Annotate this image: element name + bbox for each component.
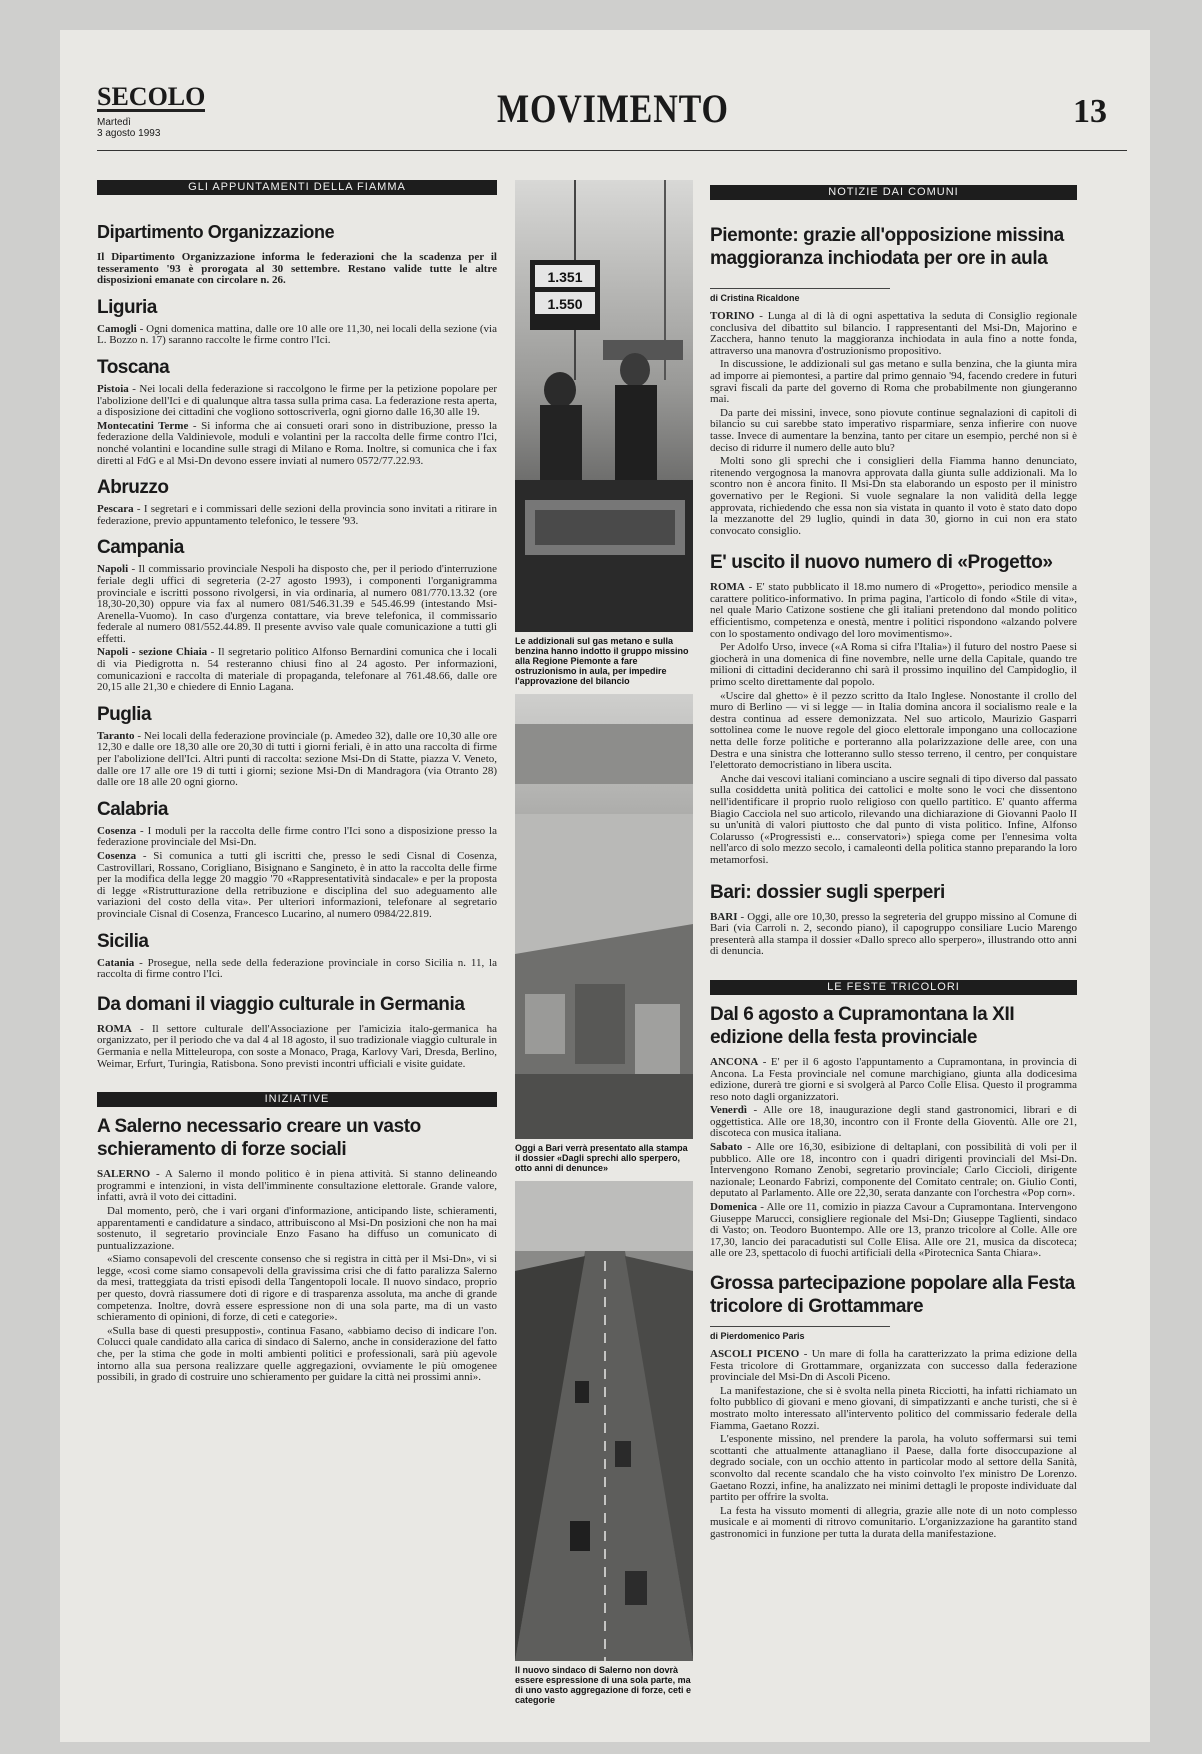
paragraph xyxy=(710,1142,1077,1200)
headline-bari: Bari: dossier sugli sperperi xyxy=(710,881,945,903)
paragraph-text: - Alle ore 18, inaugurazione degli stand gastronomici, librari e di oggettistica. Alle ore 18,30, incontro con il Fronte della Gioventù. Alle ore 21, discoteca con musica italiana. xyxy=(710,1104,1077,1140)
photo-caption-salerno: Il nuovo sindaco di Salerno non dovrà essere espressione di una sola parte, ma di uno vasto aggregazione di forze, ceti e categorie xyxy=(515,1665,692,1705)
headline-germania: Da domani il viaggio culturale in Germania xyxy=(97,993,465,1015)
paragraph-text: - Si comunica a tutti gli iscritti che, presso le sedi Cisnal di Cosenza, Castrovillari, Rossano, Corigliano, Bisignano e Sangineto, è in atto la raccolta delle firme per la modifica della legge 20 maggio '70 «Rappresentatività sindacale» e per la proposta di legge «Ristrutturazione della retribuzione e disciplina del suo adeguamento alle variazioni del costo della vita». Per ulteriori informazioni, telefonare al segretario provinciale Cisnal di Cosenza, Francesco Lucarino, al numero 0984/22.819. xyxy=(97,850,497,920)
paragraph: In discussione, le addizionali sul gas metano e sulla benzina, che la giunta mira ad imporre ai piemontesi, a partire dal primo gennaio '94, facendo credere in futuri sgravi fiscali da parte del governo di Roma che probabilmente non giungeranno mai. xyxy=(710,358,1077,406)
paragraph xyxy=(97,564,497,645)
section-bar-iniziative: INIZIATIVE xyxy=(97,1092,497,1107)
paragraph xyxy=(710,912,1077,958)
headline-salerno: A Salerno necessario creare un vasto schieramento di forze sociali xyxy=(97,1116,421,1161)
paragraph-text: - Si informa che ai consueti orari sono in distribuzione, presso la federazione della Valdinievole, moduli e volantini per la raccolta delle firme contro l'Ici, nonché volantini e locandine sulle stragi di Milano e Roma. Inoltre, si comunica che i fax diretti al FdG e al Msi-Dn devono essere inviati al numero 0572/77.22.93. xyxy=(97,419,497,467)
left-column xyxy=(97,180,497,1386)
paragraph-text: - Oggi, alle ore 10,30, presso la segreteria del gruppo missino al Comune di Bari (via Carroli n. 2, secondo piano), il capogruppo consiliare Lucio Marengo presenterà alla stampa il dossier «Dallo spreco allo sperpero», illustrando otto anni di denuncia. xyxy=(710,910,1077,958)
paragraph-text: - Alle ore 16,30, esibizione di deltaplani, con possibilità di voli per il pubblico. Alle ore 18, incontro con i quadri dirigenti provinciali del Msi-Dn. Intervengono Romano Zenobi, segretario provinciale; Carlo Ciccioli, dirigente nazionale; Leonardo Fabrizi, componente del Comitato centrale; on. Giulio Conti, deputato al Parlamento. Alle ore 22,30, serata danzante con l'orchestra «Pop corn». xyxy=(710,1141,1077,1200)
paragraph: La festa ha vissuto momenti di allegria, grazie alle note di un noto complesso musicale e ai momenti di ritrovo comunitario. L'organizzazione ha garantito stand gastronomici in funzione per tutta la durata della manifestazione. xyxy=(710,1504,1077,1540)
paragraph: Molti sono gli sprechi che i consiglieri della Fiamma hanno denunciato, ritenendo vergognosa la manovra approvata dalla giunta sulle addizionali. Ma lo scontro non è ancora finito. Il Msi-Dn sta elaborando un esposto per il ministro governativo per le Regioni. Si vuole segnalare la non validità della legge approvata, richiedendo che essa non sia vistata in quanto il voto è stato dato dopo la mezzanotte del 29 luglio, quindi in data 30, giorno in cui non era stato convocato consiglio. xyxy=(710,455,1077,537)
place-keyword: ROMA xyxy=(710,581,745,594)
page-number: 13 xyxy=(1073,93,1107,130)
day-keyword: Sabato xyxy=(710,1141,743,1154)
region-heading-puglia: Puglia xyxy=(97,703,152,725)
dateline xyxy=(97,117,160,139)
headline-progetto: E' uscito il nuovo numero di «Progetto» xyxy=(710,552,1053,574)
region-heading-sicilia: Sicilia xyxy=(97,930,149,952)
region-heading-calabria: Calabria xyxy=(97,798,168,820)
salerno-street-photo xyxy=(515,1181,693,1661)
paragraph xyxy=(710,1202,1077,1260)
paragraph xyxy=(710,1105,1077,1140)
photo-petrol-station xyxy=(515,180,693,632)
region-heading-campania: Campania xyxy=(97,537,184,559)
paragraph xyxy=(97,647,497,693)
region-heading-liguria: Liguria xyxy=(97,296,157,318)
place-keyword: Camogli xyxy=(97,322,137,335)
section-bar-notizie: NOTIZIE DAI COMUNI xyxy=(710,185,1077,200)
region-heading-toscana: Toscana xyxy=(97,356,170,378)
paragraph: «Sulla base di questi presupposti», continua Fasano, «abbiamo deciso di indicare l'on. Colucci quale candidato alla carica di sindaco di Salerno, anche in considerazione del fatto che, per la stima che gode in molti ambienti politici e professionali, sarà più agevole intorno alla sua persona realizzare quelle aggregazioni, ovviamente le più omogenee possibili, in grado di costruire uno schieramento per guidare la città nei prossimi anni». xyxy=(97,1324,497,1384)
place-keyword: Cosenza xyxy=(97,850,137,862)
right-column xyxy=(710,185,1077,1543)
paragraph: Dal momento, però, che i vari organi d'informazione, anticipando liste, schieramenti, apparentamenti e candidature a sindaco, attribuiscono al Msi-Dn posizioni che non ha mai sostenuto, il segretario provinciale Enzo Fasano ha diffuso un comunicato di puntualizzazione. xyxy=(97,1204,497,1252)
paragraph: «Uscire dal ghetto» è il pezzo scritto da Italo Inglese. Nonostante il crollo del muro di Berlino — vi si legge — in Italia domina ancora il socialismo reale e la destra continua ad essere demonizzata. Nel suo articolo, Maurizio Gasparri sottolinea come le nuove regole del gioco elettorale impongano una collocazione netta delle forze politiche e porteranno alla polarizzazione delle aree, con una Destra e una sinistra che lotteranno sullo stesso terreno, il centro, per conquistare l'elettorato democristiano in libera uscita. xyxy=(710,689,1077,772)
place-keyword: ANCONA xyxy=(710,1055,759,1068)
byline: di Pierdomenico Paris xyxy=(710,1326,890,1341)
photo-salerno-street xyxy=(515,1181,693,1661)
intro-paragraph: Il Dipartimento Organizzazione informa le federazioni che la scadenza per il tesseramento '93 è prorogata al 30 settembre. Restano valide tutte le altre disposizioni emanate con circolare n. 26. xyxy=(97,251,497,287)
paragraph-text: - Lunga al di là di ogni aspettativa la seduta di Consiglio regionale conclusiva del dibattito sul bilancio. I rappresentanti del Msi-Dn, Majorino e Zacchera, hanno tenuto la maggioranza inchiodata in aula fino a notte fonda, attraverso una manovra d'ostruzionismo propositivo. xyxy=(710,310,1077,357)
place-keyword: Catania xyxy=(97,956,135,969)
place-keyword: Pescara xyxy=(97,503,134,516)
headline-cupramontana: Dal 6 agosto a Cupramontana la XII edizione della festa provinciale xyxy=(710,1003,1015,1048)
paragraph xyxy=(97,421,497,467)
paragraph xyxy=(710,1057,1077,1103)
place-keyword: ROMA xyxy=(97,1022,132,1035)
headline-piemonte: Piemonte: grazie all'opposizione missina maggioranza inchiodata per ore in aula xyxy=(710,225,1064,269)
headline-dipartimento: Dipartimento Organizzazione xyxy=(97,222,335,242)
paragraph-text: - A Salerno il mondo politico è in piena attività. Si stanno delineando programmi e intenzioni, in vista dell'imminente consultazione elettorale. Grande valore, infatti, avrà il voto dei cittadini. xyxy=(97,1168,497,1204)
paragraph xyxy=(97,504,497,527)
paragraph-text: - I segretari e i commissari delle sezioni della provincia sono invitati a ritirare in federazione, previo appuntamento telefonico, le tessere '93. xyxy=(97,503,497,527)
newspaper-page xyxy=(60,30,1150,1742)
paragraph-text: - Nei locali della federazione si raccolgono le firme per la petizione popolare per l'abolizione dell'Ici e di qualunque altra tassa sulla prima casa. La federazione resta aperta, a disposizione dei cittadini che vogliono sottoscriverla, ogni giorno dalle 16,30 alle 19. xyxy=(97,382,497,419)
paragraph xyxy=(97,958,497,981)
section-bar-appuntamenti: GLI APPUNTAMENTI DELLA FIAMMA xyxy=(97,180,497,195)
place-keyword: SALERNO xyxy=(97,1168,151,1181)
paragraph xyxy=(97,851,497,921)
paragraph-text: - Prosegue, nella sede della federazione provinciale in corso Sicilia n. 11, la raccolta di firme contro l'Ici. xyxy=(97,956,497,981)
masthead-rule xyxy=(97,150,1127,151)
paragraph-text: - Un mare di folla ha caratterizzato la prima edizione della Festa tricolore di Grottammare, organizzata con successo dalla federazione provinciale del Msi-Dn di Ascoli Piceno. xyxy=(710,1348,1077,1384)
place-keyword: Montecatini Terme xyxy=(97,419,189,432)
price-sign-1: 1.351 xyxy=(547,269,583,285)
paragraph-text: - I moduli per la raccolta delle firme contro l'Ici sono a disposizione presso la federazione provinciale del Msi-Dn. xyxy=(97,824,497,849)
paragraph-text: - Nei locali della federazione provinciale (p. Amedeo 32), dalle ore 10,30 alle ore 12,30 e dalle ore 18,30 alle ore 20,30 di tutti i giorni feriali, è in atto una raccolta di firme per l'abolizione dell'Ici. Altri punti di raccolta: sezione Msi-Dn di Statte, piazza V. Veneto, dalle ore 17 alle ore 19 di tutti i giorni; sezione Msi-Dn di Mandragora (via Otranto 28) dalle ore 18 alle 20 ogni giorno. xyxy=(97,729,497,789)
paragraph: Da parte dei missini, invece, sono piovute continue segnalazioni di capitoli di bilancio su cui sarebbe stato imperativo risparmiare, senza infierire con nuove tasse. Invece di aumentare la benzina, tanto per citare un esempio, perché non si è deciso di ridurre il numero delle auto blu? xyxy=(710,406,1077,454)
paragraph xyxy=(97,1024,497,1070)
paragraph xyxy=(97,1169,497,1204)
masthead xyxy=(97,55,1127,145)
paragraph: Anche dai vescovi italiani cominciano a uscire segnali di tipo diverso dal passato sulla cosiddetta unità politica dei cattolici e molte sono le voci che dissentono nell'identificare il proprio ruolo religioso con quello partitico. E' quanto afferma Biagio Cacciola nel suo articolo, rilevando una dichiarazione di Giovanni Paolo II su un'unità di valori piuttosto che dal punto di vista politico. Infine, Alfonso Colarusso («Progressisti e... conservatori») spiega come per l'ennesima volta nell'arco di solo mezzo secolo, i camaleonti della politica stanno preparando la loro metamorfosi. xyxy=(710,772,1077,866)
paragraph-text: - Il segretario politico Alfonso Bernardini comunica che i locali di via Piedigrotta n. 54 resteranno chiusi fino al 24 agosto. Per informazioni, comunicazioni e raccolta di materiale di propaganda, telefonare al 761.48.66, dalle ore 20,15 alle 21,30 e chiedere di Ennio Lagana. xyxy=(97,646,497,694)
place-keyword: TORINO xyxy=(710,310,755,322)
paragraph-text: - Alle ore 11, comizio in piazza Cavour a Cupramontana. Intervengono Giuseppe Marucci, consigliere regionale del Msi-Dn; Giuseppe Taglienti, sindaco di Vasto; on. Teodoro Buontempo. Alle ore 13, pranzo tricolore al Colle. Alle ore 17,30, lancio dei paracadutisti sul Colle Elisa. Alle ore 21, musica da discoteca; alle ore 23, spettacolo di fuochi artificiali della «Pirotecnica Santa Chiara». xyxy=(710,1201,1077,1260)
paragraph: Per Adolfo Urso, invece («A Roma si cifra l'Italia») il futuro del nostro Paese si giocherà in una domenica di fine novembre, nelle urne della Capitale, quando tre milioni di cittadini decideranno chi sarà il prossimo inquilino del Campidoglio, il primo scelto direttamente dal popolo. xyxy=(710,641,1077,689)
weekday: Martedì xyxy=(97,117,131,128)
paragraph-text: - E' stato pubblicato il 18.mo numero di «Progetto», periodico mensile a carattere politico-informativo. In prima pagina, l'articolo di fondo «Stile di vita», nel quale Mario Catizone sostiene che gli italiani pretendono dal mondo politico efficientismo, competenza e onestà, mentre i politici rispondono «alzando polvere con lo spostamento ondivago del loro movimentismo». xyxy=(710,581,1077,640)
paragraph xyxy=(710,1349,1077,1384)
place-keyword: ASCOLI PICENO xyxy=(710,1348,800,1360)
place-keyword: Taranto xyxy=(97,729,135,742)
day-keyword: Domenica xyxy=(710,1201,758,1214)
day-keyword: Venerdì xyxy=(710,1104,747,1117)
paragraph: «Siamo consapevoli del crescente consenso che si registra in città per il Msi-Dn», vi si legge, «così come siamo consapevoli della gravissima crisi che di fatto paralizza Salerno da mesi, tratteggiata da tristi episodi della Tangentopoli locale. Il nuovo sindaco, proprio per questo, dovrà riassumere doti di rigore e di trasparenza assoluta, ma anche di grande competenza. Inoltre, dovrà essere espressione non di una sola parte, ma di un vasto schieramento di opinioni, di forze, di ceti e categorie». xyxy=(97,1253,497,1324)
place-keyword: Napoli xyxy=(97,563,129,576)
photo-caption-bari: Oggi a Bari verrà presentato alla stampa il dossier «Dagli sprechi allo sperpero, otto anni di denunce» xyxy=(515,1143,688,1173)
photo-bari-city xyxy=(515,694,693,1139)
photo-caption-petrol: Le addizionali sul gas metano e sulla benzina hanno indotto il gruppo missino alla Regione Piemonte a fare ostruzionismo in aula, per impedire l'approvazione del bilancio xyxy=(515,636,689,686)
paragraph xyxy=(710,311,1077,357)
place-keyword: Napoli - sezione Chiaia xyxy=(97,646,208,659)
section-title: MOVIMENTO xyxy=(497,86,729,131)
bari-city-photo xyxy=(515,694,693,1139)
price-sign-2: 1.550 xyxy=(547,296,583,312)
paragraph: La manifestazione, che si è svolta nella pineta Ricciotti, ha infatti richiamato un folto pubblico di giovani e meno giovani, di simpatizzanti e anche turisti, che si è mostrato molto interessato all'intervento politico del commissario federale della Fiamma, Gaetano Rozzi. xyxy=(710,1384,1077,1432)
paragraph-text: - Il commissario provinciale Nespoli ha disposto che, per il periodo d'interruzione feriale degli uffici di segreteria (2-27 agosto 1993), i componenti l'organigramma provinciale e iscritti possono rivolgersi, in via ordinaria, al numero 081/770.13.32 (ore 18,30-20,30) oppure via fax al numero 081/546.31.39 e 545.46.99 (intestando Msi-Arenella-Vuomo). In caso d'urgenza contattare, via breve telefonica, il commissario federale al numero 081/552.44.89. Il presente avviso vale quale comunicazione a tutti gli effetti. xyxy=(97,563,497,645)
place-keyword: BARI xyxy=(710,910,738,923)
paragraph-text: - E' per il 6 agosto l'appuntamento a Cupramontana, in provincia di Ancona. La Festa provinciale nel comune marchigiano, giunta alla dodicesima edizione, durerà tre giorni e si svolgerà al Parco Colle Elisa. Questo il programma reso noto dagli organizzatori. xyxy=(710,1055,1077,1103)
headline-grottammare: Grossa partecipazione popolare alla Festa tricolore di Grottammare xyxy=(710,1273,1075,1317)
paragraph xyxy=(97,324,497,347)
byline: di Cristina Ricaldone xyxy=(710,288,890,303)
date: 3 agosto 1993 xyxy=(97,128,161,139)
paragraph xyxy=(97,826,497,849)
paragraph xyxy=(710,582,1077,640)
paragraph xyxy=(97,384,497,419)
newspaper-logo: SECOLO xyxy=(97,82,206,111)
place-keyword: Cosenza xyxy=(97,824,137,837)
region-heading-abruzzo: Abruzzo xyxy=(97,477,169,499)
photo-column xyxy=(515,180,693,1713)
place-keyword: Pistoia xyxy=(97,382,129,395)
paragraph: L'esponente missino, nel prendere la parola, ha voluto soffermarsi sui temi scottanti che attualmente attanagliano il Paese, dalla forte disoccupazione al degrado sociale, con un occhio attento in particolar modo al settore della Sanità, sconvolto dal recente scandalo che ha visto coinvolto l'ex ministro De Lorenzo. Gaetano Rozzi, infine, ha analizzato nei minimi dettagli le proposte individuate dal partito per offrire la svolta. xyxy=(710,1433,1077,1504)
petrol-station-photo xyxy=(515,180,693,632)
paragraph-text: - Ogni domenica mattina, dalle ore 10 alle ore 11,30, nei locali della sezione (via L. Bozzo n. 17) saranno raccolte le firme contro l'Ici. xyxy=(97,322,497,347)
paragraph xyxy=(97,731,497,789)
section-bar-feste: LE FESTE TRICOLORI xyxy=(710,980,1077,995)
paragraph-text: - Il settore culturale dell'Associazione per l'amicizia italo-germanica ha organizzato, per il periodo che va dal 4 al 18 agosto, il suo tradizionale viaggio culturale in Germania e nella Mitteleuropa, con soste a Monaco, Praga, Karlovy Vari, Dresda, Berlino, Weimar, Erfurt, Turingia, Ratisbona. Sono previsti incontri ufficiali e visite guidate. xyxy=(97,1022,497,1070)
